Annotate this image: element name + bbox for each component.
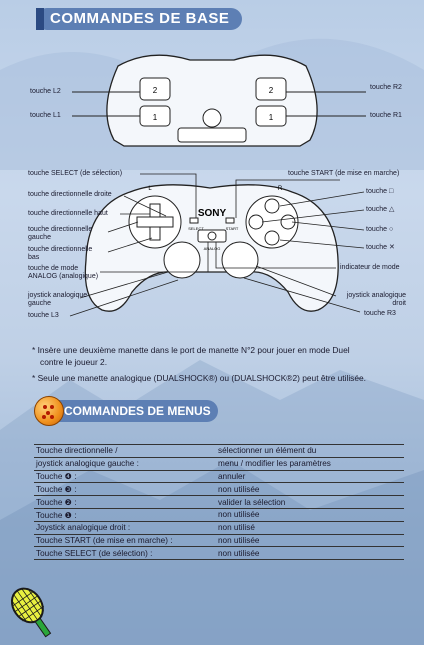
dragon-ball-icon (34, 396, 64, 426)
note-dualshock: * Seule une manette analogique (DUALSHOCK®) ou (DUALSHOCK®2) peut être utilisée. (32, 373, 367, 383)
action-cell: non utilisée (216, 534, 404, 547)
action-cell: non utilisée (216, 483, 404, 496)
table-row (34, 534, 404, 547)
analog-mark: ANALOG (203, 246, 221, 251)
command-cell: Touche ❶ : (34, 508, 216, 521)
l2-glyph: 2 (152, 86, 158, 95)
label-start: touche START (de mise en marche) (288, 170, 400, 177)
label-left-joystick: joystick analogique gauche (28, 292, 88, 307)
command-cell: Touche directionnelle / (34, 445, 216, 458)
table-row (34, 496, 404, 509)
action-cell: valider la sélection (216, 496, 404, 509)
table-row (34, 483, 404, 496)
note-duel: * Insère une deuxième manette dans le port de manette N°2 pour jouer en mode Duel contre le joueur 2. (32, 345, 350, 367)
command-cell: Touche SELECT (de sélection) : (34, 547, 216, 560)
label-analog-mode: touche de mode ANALOG (analogique) (28, 265, 99, 280)
start-mark: START (225, 226, 239, 231)
command-cell: Touche ❹ : (34, 470, 216, 483)
label-l2: touche L2 (30, 88, 61, 95)
section-title: COMMANDES DE BASE (50, 10, 230, 27)
table-row (34, 508, 404, 521)
label-l1: touche L1 (30, 112, 61, 119)
label-square: touche □ (366, 188, 394, 195)
r2-glyph: 2 (268, 86, 274, 95)
label-right-joystick: joystick analogique droit (346, 292, 406, 307)
command-cell: Touche ❸ : (34, 483, 216, 496)
label-r2: touche R2 (370, 84, 402, 91)
label-dpad-up: touche directionnelle haut (28, 210, 108, 217)
command-cell: Joystick analogique droit : (34, 521, 216, 534)
table-row (34, 457, 404, 470)
menu-commands-table (34, 444, 404, 560)
label-dpad-left: touche directionnelle gauche (28, 226, 93, 241)
table-row (34, 445, 404, 458)
select-mark: SELECT (188, 226, 204, 231)
command-cell: Touche START (de mise en marche) : (34, 534, 216, 547)
label-r3: touche R3 (364, 310, 396, 317)
l1-glyph: 1 (152, 113, 158, 122)
label-dpad-right: touche directionnelle droite (28, 191, 112, 198)
label-circle: touche ○ (366, 226, 394, 233)
label-r1: touche R1 (370, 112, 402, 119)
label-cross: touche ✕ (366, 244, 395, 251)
table-row (34, 521, 404, 534)
action-cell: annuler (216, 470, 404, 483)
action-cell: non utilisée (216, 508, 404, 521)
label-triangle: touche △ (366, 206, 395, 213)
label-mode-indicator: indicateur de mode (340, 264, 400, 271)
r1-glyph: 1 (268, 113, 274, 122)
table-row (34, 470, 404, 483)
label-l3: touche L3 (28, 312, 59, 319)
sony-logo: SONY (197, 208, 227, 219)
controller-top-view (0, 0, 424, 160)
menus-title: COMMANDES DE MENUS (64, 404, 211, 418)
pad-l-mark: L (148, 186, 152, 192)
command-cell: Touche ❷ : (34, 496, 216, 509)
command-cell: joystick analogique gauche : (34, 457, 216, 470)
action-cell: non utilisée (216, 547, 404, 560)
racket-icon (2, 582, 62, 642)
label-dpad-down: touche directionnelle bas (28, 246, 93, 261)
pad-r-mark: R (277, 186, 283, 192)
action-cell: sélectionner un élément du (216, 445, 404, 458)
action-cell: menu / modifier les paramètres (216, 457, 404, 470)
action-cell: non utilisé (216, 521, 404, 534)
label-select: touche SELECT (de sélection) (28, 170, 123, 177)
table-row (34, 547, 404, 560)
